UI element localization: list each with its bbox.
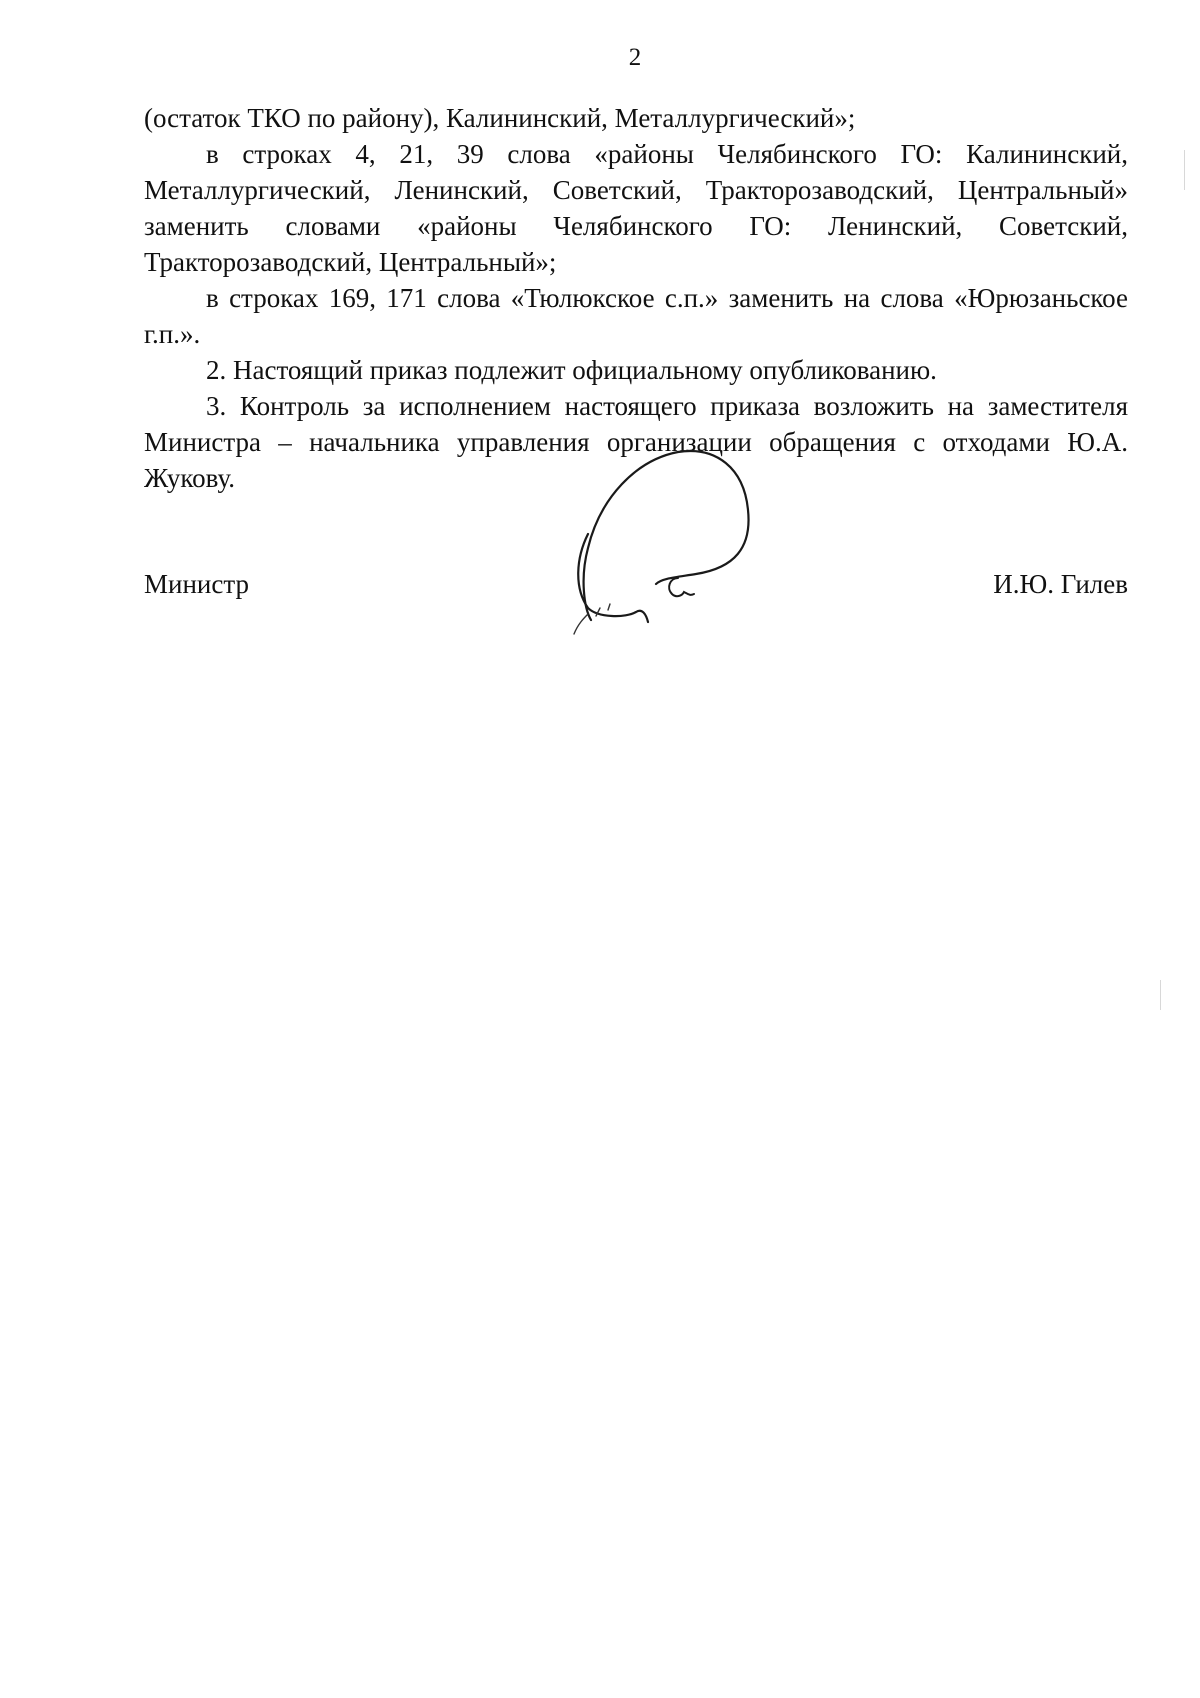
paragraph-item-2: 2. Настоящий приказ подлежит официальному опубликованию. xyxy=(206,355,937,385)
signature-scribble xyxy=(574,604,610,634)
page-number xyxy=(0,44,1200,72)
paragraph-rows-169-171: в строках 169, 171 слова «Тюлюкское с.п.» заменить на слова «Юрюзаньское г.п.». xyxy=(144,283,1128,349)
scan-artifact xyxy=(1160,980,1161,1010)
scan-artifact xyxy=(1184,150,1185,190)
paragraph-item-3: 3. Контроль за исполнением настоящего приказа возложить на заместителя Министра – начальника управления организации обращения с отходами Ю.А. Жукову. xyxy=(144,391,1128,493)
paragraph-continuation: (остаток ТКО по району), Калининский, Металлургический»; xyxy=(144,103,856,133)
signature-block xyxy=(144,566,1128,606)
handwritten-signature xyxy=(566,438,796,638)
paragraph-rows-4-21-39: в строках 4, 21, 39 слова «районы Челябинского ГО: Калининский, Металлургический, Ленинский, Советский, Тракторозаводский, Центральный» заменить словами «районы Челябинского ГО: Ленинский, Советский, Тракторозаводский, Центральный»; xyxy=(144,139,1128,277)
signatory-title: Министр xyxy=(144,569,249,599)
document-body xyxy=(144,100,1128,496)
page-number-text: 2 xyxy=(628,44,642,71)
signatory-name: И.Ю. Гилев xyxy=(993,569,1128,599)
